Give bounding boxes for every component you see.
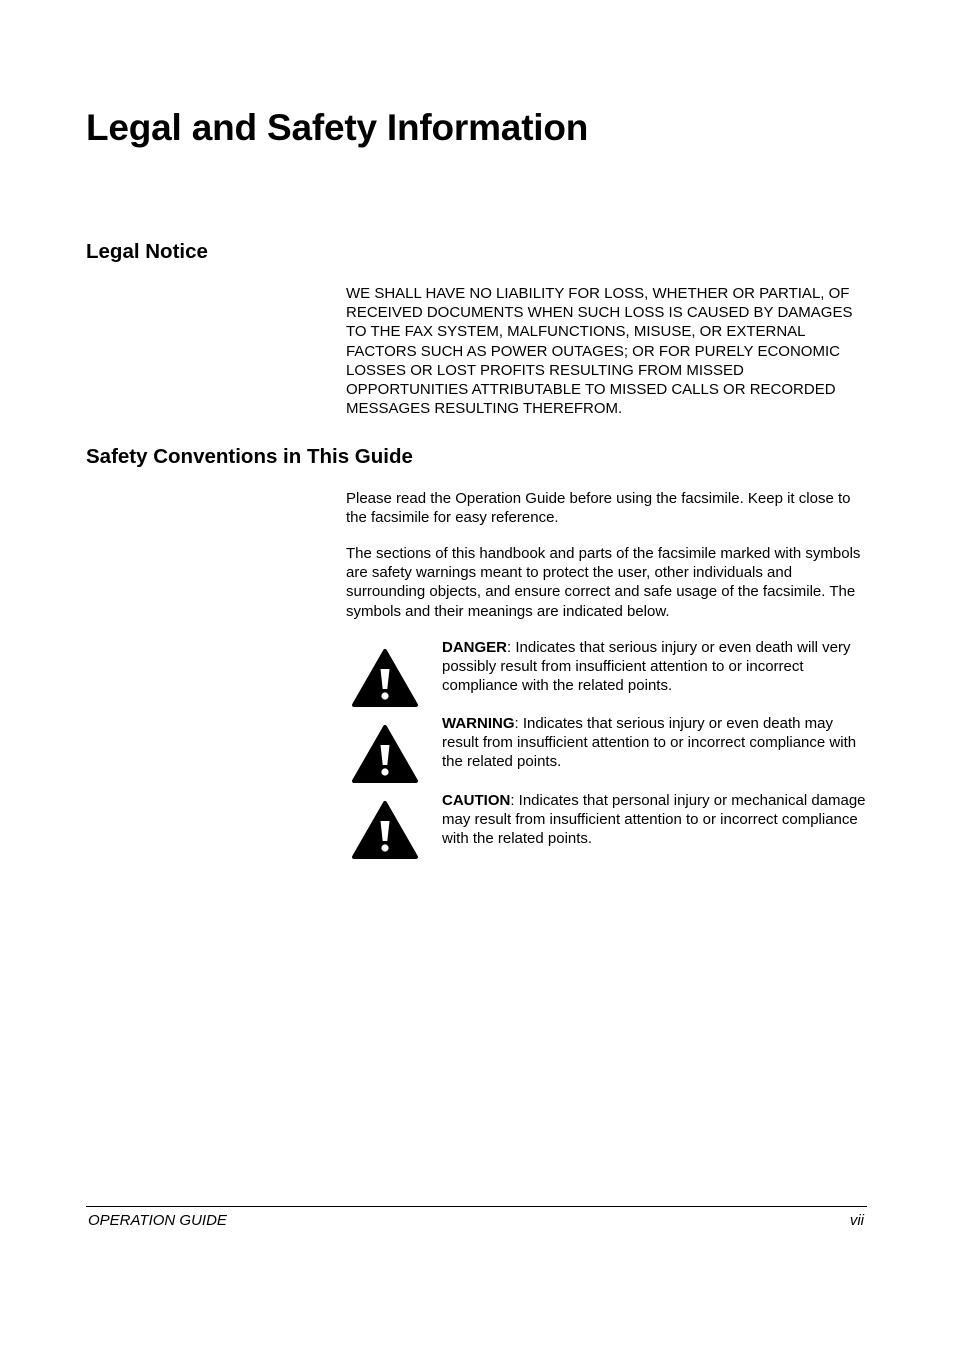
warning-text: : Indicates that serious injury or even death may result from insufficient attention to or incorrect compliance with the related points.: [442, 715, 857, 771]
danger-warning-row: [346, 638, 868, 708]
warning-warning-row: [346, 714, 868, 784]
caution-term: CAUTION: [442, 792, 511, 809]
warning-triangle-icon: [351, 648, 419, 708]
footer-divider: [86, 1206, 867, 1207]
caution-description: [442, 791, 868, 849]
caution-text: : Indicates that personal injury or mechanical damage may result from insufficient attention to or incorrect compliance with the related points.: [442, 792, 866, 848]
footer-page-number: vii: [849, 1212, 864, 1229]
footer-guide-title: OPERATION GUIDE: [88, 1212, 227, 1229]
legal-notice-heading: Legal Notice: [86, 240, 208, 263]
danger-text: : Indicates that serious injury or even death will very possibly result from insufficient attention to or incorrect compliance with the related points.: [442, 639, 851, 695]
warning-triangle-icon: [351, 800, 419, 860]
safety-symbols-paragraph: The sections of this handbook and parts of the facsimile marked with symbols are safety warnings meant to protect the user, other individuals and surrounding objects, and ensure correct and safe usage of the facsimile. The symbols and their meanings are indicated below.: [346, 545, 861, 620]
warning-term: WARNING: [442, 715, 515, 732]
safety-intro-paragraph: Please read the Operation Guide before using the facsimile. Keep it close to the facsimile for easy reference.: [346, 490, 851, 527]
page-title: Legal and Safety Information: [86, 107, 589, 148]
warning-description: [442, 714, 868, 772]
warning-triangle-icon: [351, 724, 419, 784]
caution-warning-row: [346, 791, 868, 861]
legal-notice-body: WE SHALL HAVE NO LIABILITY FOR LOSS, WHETHER OR PARTIAL, OF RECEIVED DOCUMENTS WHEN SUCH LOSS IS CAUSED BY DAMAGES TO THE FAX SYSTEM, MALFUNCTIONS, MISUSE, OR EXTERNAL FACTORS SUCH AS POWER OUTAGES; OR FOR PURELY ECONOMIC LOSSES OR LOST PROFITS RESULTING FROM MISSED OPPORTUNITIES ATTRIBUTABLE TO MISSED CALLS OR RECORDED MESSAGES RESULTING THEREFROM.: [346, 285, 853, 418]
safety-conventions-heading: Safety Conventions in This Guide: [86, 445, 413, 468]
danger-description: [442, 638, 868, 696]
danger-term: DANGER: [442, 639, 508, 656]
